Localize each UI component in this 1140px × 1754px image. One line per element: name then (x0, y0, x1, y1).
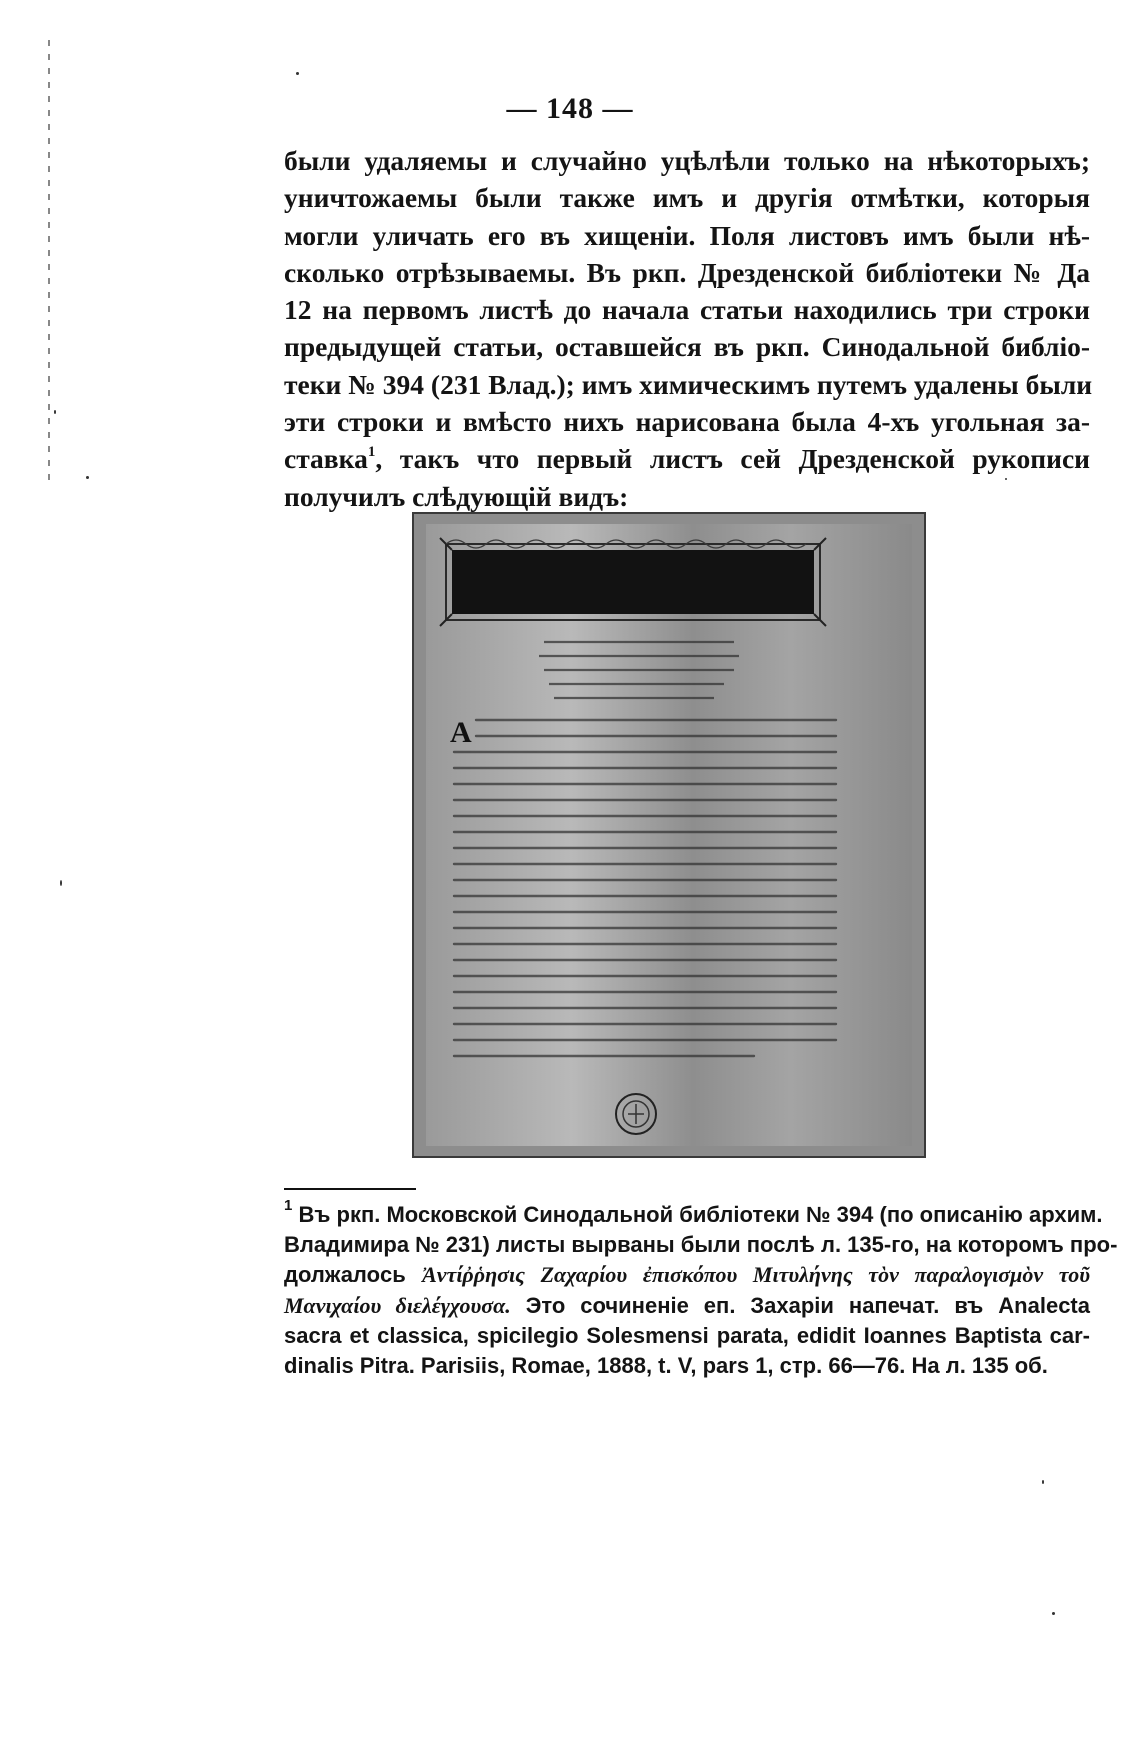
footnote (284, 1197, 1118, 1381)
svg-text:A: A (450, 716, 472, 749)
footnote-line (284, 1291, 1090, 1321)
body-text (284, 142, 1093, 515)
greek-title-end: Μανιχαίου διελέγχουσα. (284, 1292, 511, 1318)
body-line: уничтожаемы были также имъ и другія отмѣтки, которыя (284, 182, 1090, 214)
footnote-line-text: должалоcь (284, 1262, 423, 1288)
footnote-reference: 1 (367, 444, 376, 461)
footnote-line (284, 1260, 1090, 1290)
body-line: 12 на первомъ листѣ до начала статьи находились три строки (284, 294, 1090, 326)
manuscript-photograph (412, 512, 926, 1158)
footnote-line: sacra et classica, spicilegio Solesmensi parata, edidit Ioannes Baptista car- (284, 1322, 1090, 1348)
footnote-line (284, 1197, 1103, 1230)
body-line-9-start: ставка (284, 443, 368, 475)
greek-title: Ἀντίῤῥησις Ζαχαρίου ἐπισκόπου Μιτυλήνης τὸν παραλογισμὸν τοῦ (422, 1262, 1090, 1288)
body-line: предыдущей статьи, оставшейся въ ркп. Синодальной библіо- (284, 331, 1090, 363)
body-line-9-end: , такъ что первый листъ сей Дрезденской рукописи (375, 443, 1090, 475)
manuscript-illustration (414, 514, 924, 1156)
body-line: теки № 394 (231 Влад.); имъ химическимъ путемъ удалены были (284, 368, 1093, 400)
page-number: — 148 — (506, 92, 634, 125)
body-line: были удаляемы и случайно уцѣлѣли только на нѣкоторыхъ; (284, 145, 1090, 176)
body-line: могли уличать его въ хищеніи. Поля листовъ имъ были нѣ- (284, 219, 1090, 251)
footnote-line-text: Это сочиненіе еп. Захаріи напечат. въ Analecta (510, 1292, 1090, 1318)
footnote-line: dinalis Pitra. Parisiis, Romae, 1888, t. V, pars 1, стр. 66—76. На л. 135 об. (284, 1353, 1048, 1379)
body-line: эти строки и вмѣсто нихъ нарисована была 4-хъ угольная за- (284, 406, 1090, 438)
footnote-line-text: Въ ркп. Московской Синодальной библіотеки № 394 (по описанію архим. (298, 1202, 1103, 1227)
body-line: сколько отрѣзываемы. Въ ркп. Дрезденской библіотеки № Да (284, 256, 1090, 288)
body-line: получилъ слѣдующій видъ: (284, 480, 629, 512)
footnote-marker: 1 (284, 1197, 293, 1214)
footnote-divider (284, 1188, 416, 1190)
footnote-line: Владимира № 231) листы вырваны были послѣ л. 135-го, на которомъ про- (284, 1232, 1118, 1258)
body-line (284, 440, 1090, 477)
